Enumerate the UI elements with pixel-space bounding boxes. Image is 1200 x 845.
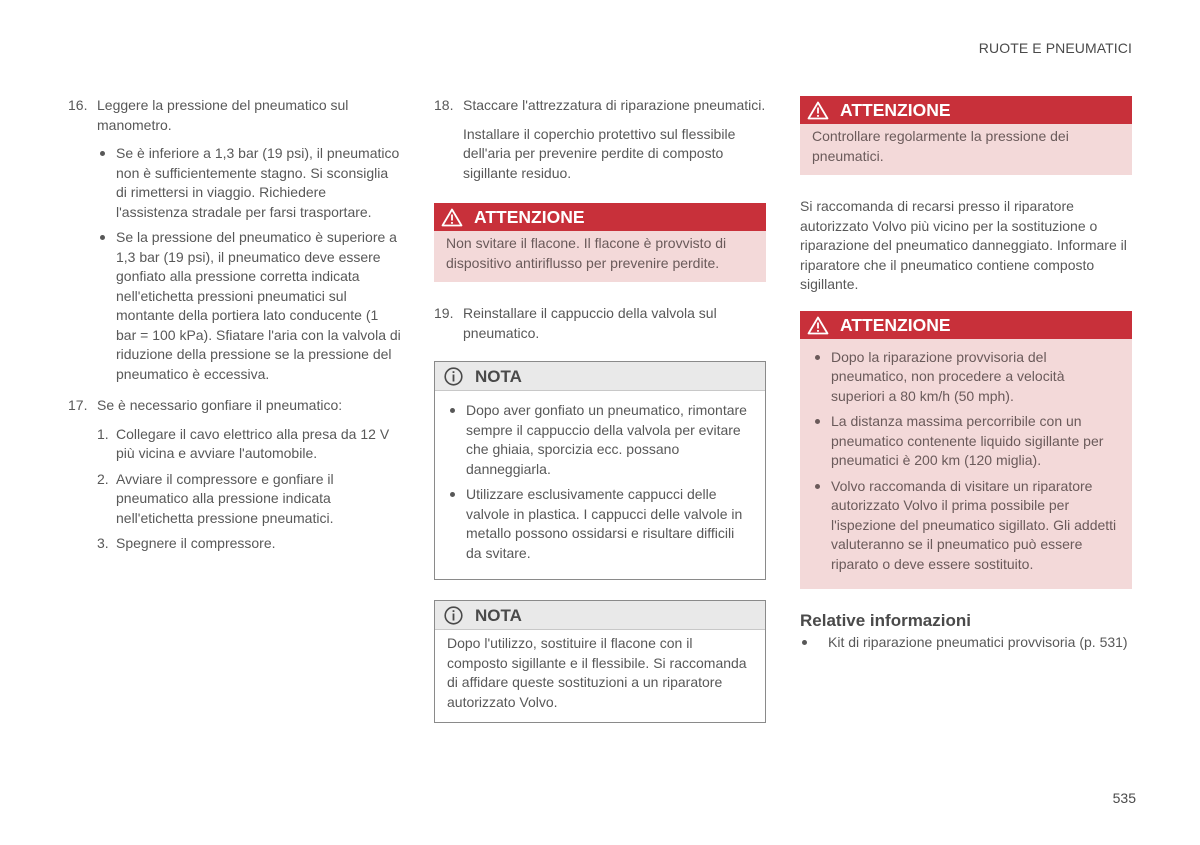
warning-header bbox=[434, 203, 766, 231]
step-number: 18. bbox=[434, 97, 454, 113]
substep-3 bbox=[97, 534, 401, 554]
substep-text: Collegare il cavo elettrico alla presa da 12 V più vicina e avviare l'automobile. bbox=[116, 425, 390, 461]
column-middle bbox=[434, 96, 766, 743]
warning-text: Controllare regolarmente la pressione dei pneumatici. bbox=[800, 124, 1132, 175]
info-circle-icon bbox=[444, 367, 463, 386]
substep-text: Spegnere il compressore. bbox=[116, 535, 276, 551]
warning-box bbox=[800, 311, 1132, 590]
warning-header bbox=[800, 311, 1132, 339]
substep-text: Avviare il compressore e gonfiare il pneumatico alla pressione indicata nell'etichetta pressione pneumatici. bbox=[116, 470, 334, 526]
warning-title: ATTENZIONE bbox=[840, 314, 951, 335]
paragraph: Si raccomanda di recarsi presso il riparatore autorizzato Volvo più vicino per la sostituzione o riparazione del pneumatico danneggiato. Informare il riparatore che il pneumatico contiene composto sigillante. bbox=[800, 198, 1127, 292]
column-left bbox=[68, 96, 401, 560]
list-item: Volvo raccomanda di visitare un riparatore autorizzato Volvo il prima possibile per l'ispezione del pneumatico sigillato. Gli addetti valuteranno se il pneumatico può essere riparato o deve essere sostituito. bbox=[812, 477, 1120, 575]
list-item: Utilizzare esclusivamente cappucci delle valvole in plastica. I cappucci delle valvole in metallo possono ossidarsi e risultare difficili da svitare. bbox=[447, 485, 753, 563]
note-text: Dopo l'utilizzo, sostituire il flacone con il composto sigillante e il flessibile. Si raccomanda di affidare queste sostituzioni a un riparatore autorizzato Volvo. bbox=[447, 635, 747, 710]
step-text: Se è necessario gonfiare il pneumatico: bbox=[97, 397, 343, 413]
warning-box bbox=[800, 96, 1132, 175]
list-item: Dopo la riparazione provvisoria del pneumatico, non procedere a velocità superiori a 80 km/h (50 mph). bbox=[812, 348, 1120, 407]
warning-header bbox=[800, 96, 1132, 124]
step-text: Staccare l'attrezzatura di riparazione pneumatici. bbox=[463, 97, 766, 113]
warning-title: ATTENZIONE bbox=[840, 100, 951, 120]
substep-number: 2. bbox=[97, 470, 109, 487]
note-box bbox=[434, 361, 766, 580]
step-number: 19. bbox=[434, 305, 454, 321]
substep-number: 3. bbox=[97, 535, 109, 551]
warning-box bbox=[434, 203, 766, 282]
warning-title: ATTENZIONE bbox=[474, 207, 585, 227]
warning-triangle-icon bbox=[807, 101, 829, 120]
step-17 bbox=[68, 396, 401, 416]
step-number: 16. bbox=[68, 97, 88, 113]
step-number: 17. bbox=[68, 397, 88, 413]
note-box bbox=[434, 600, 766, 723]
warning-text: Non svitare il flacone. Il flacone è provvisto di dispositivo antiriflusso per prevenire perdite. bbox=[434, 231, 766, 282]
step-18 bbox=[434, 96, 766, 116]
note-title: NOTA bbox=[475, 367, 522, 386]
step-body: Installare il coperchio protettivo sul flessibile dell'aria per prevenire perdite di composto sigillante residuo. bbox=[463, 125, 736, 181]
info-circle-icon bbox=[444, 606, 463, 625]
substep-number: 1. bbox=[97, 425, 109, 442]
warning-triangle-icon bbox=[807, 316, 829, 335]
list-item: Dopo aver gonfiato un pneumatico, rimontare sempre il cappuccio della valvola per evitare che ghiaia, sporcizia ecc. possano danneggiarla. bbox=[447, 401, 753, 479]
substep-1 bbox=[97, 425, 401, 464]
note-header bbox=[435, 362, 765, 391]
step-19 bbox=[434, 304, 766, 343]
list-item: La distanza massima percorribile con un pneumatico contenente liquido sigillante per pneumatici è 200 km (120 miglia). bbox=[812, 412, 1120, 471]
column-right bbox=[800, 96, 1132, 652]
list-item: Se è inferiore a 1,3 bar (19 psi), il pneumatico non è sufficientemente stagno. Si sconsiglia di rimettersi in viaggio. Richiedere l'assistenza stradale per farsi trasportare. bbox=[97, 144, 401, 222]
related-link[interactable]: Kit di riparazione pneumatici provvisoria (p. 531) bbox=[800, 633, 1132, 653]
substep-2 bbox=[97, 470, 401, 529]
section-header: RUOTE E PNEUMATICI bbox=[978, 40, 1132, 56]
note-title: NOTA bbox=[475, 606, 522, 625]
related-info-heading: Relative informazioni bbox=[800, 611, 971, 630]
note-content bbox=[435, 391, 765, 579]
warning-triangle-icon bbox=[441, 208, 463, 227]
list-item: Se la pressione del pneumatico è superiore a 1,3 bar (19 psi), il pneumatico deve essere gonfiato alla pressione corretta indicata nell'etichetta pressioni pneumatici sul montante della portiera lato conducente (1 bar = 100 kPa). Sfiatare l'aria con la valvola di riduzione della pressione se la pressione del pneumatico è eccessiva. bbox=[97, 228, 401, 384]
note-header bbox=[435, 601, 765, 630]
warning-content bbox=[800, 339, 1132, 590]
step-text: Leggere la pressione del pneumatico sul manometro. bbox=[97, 97, 349, 133]
step-text: Reinstallare il cappuccio della valvola sul pneumatico. bbox=[463, 305, 717, 341]
page-number: 535 bbox=[1112, 789, 1136, 806]
step-16 bbox=[68, 96, 401, 135]
